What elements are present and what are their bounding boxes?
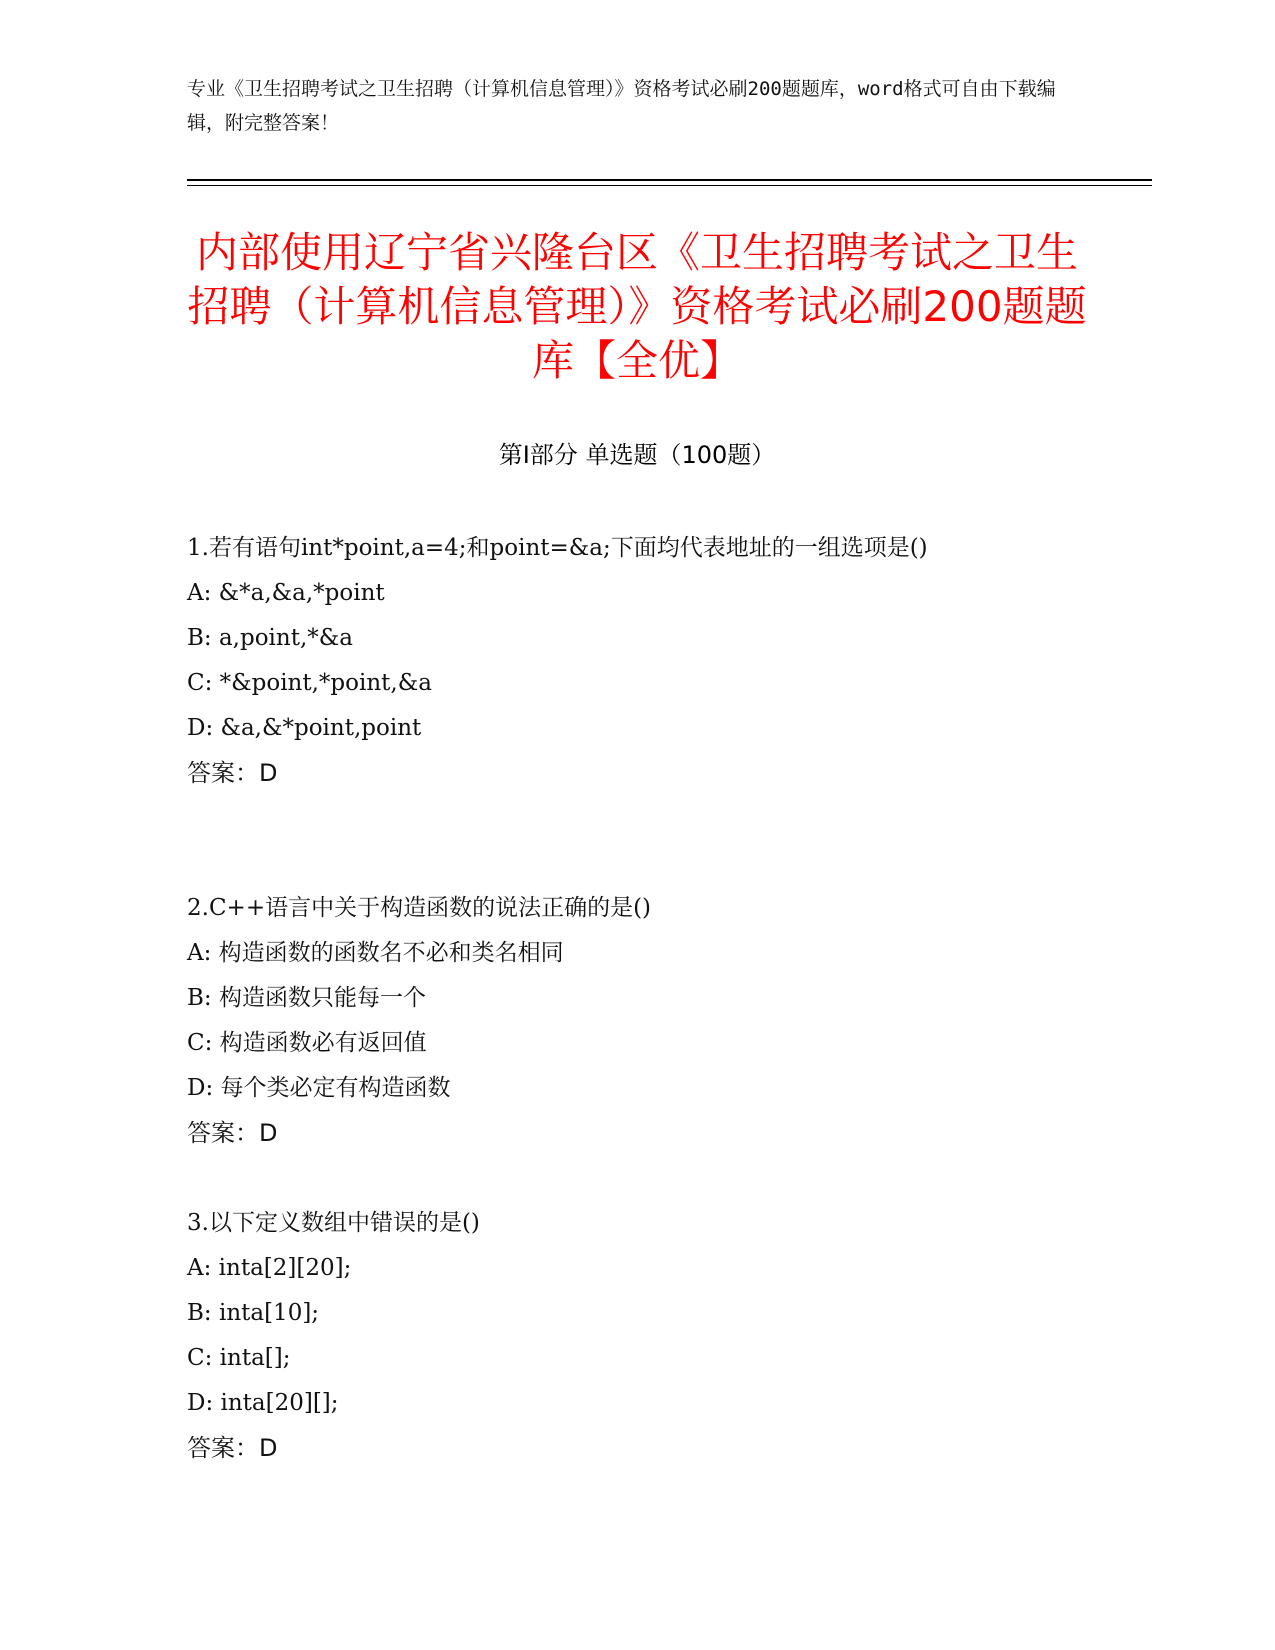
answer: 答案：D [187,1434,278,1462]
option-c: C: *&point,*point,&a [187,670,432,696]
header-rule-thin [187,185,1152,186]
header-note: 专业《卫生招聘考试之卫生招聘（计算机信息管理）》资格考试必刷200题题库，word格式可自由下载编辑，附完整答案！ [187,78,1056,134]
option-b: B: inta[10]; [187,1300,320,1326]
option-a: A: 构造函数的函数名不必和类名相同 [187,940,564,966]
question-stem: 1.若有语句int*point,a=4;和point=&a;下面均代表地址的一组选项是() [187,535,928,561]
option-b: B: a,point,*&a [187,625,353,651]
question-3 [187,1201,1067,1471]
question-stem: 2.C++语言中关于构造函数的说法正确的是() [187,895,652,921]
option-a: A: &*a,&a,*point [187,580,385,606]
option-d: D: inta[20][]; [187,1390,339,1416]
header-rule-thick [187,179,1152,181]
question-1 [187,526,1067,796]
option-c: C: 构造函数必有返回值 [187,1030,427,1056]
option-d: D: &a,&*point,point [187,715,422,741]
question-stem: 3.以下定义数组中错误的是() [187,1210,480,1236]
answer: 答案：D [187,1119,278,1147]
document-title: 内部使用辽宁省兴隆台区《卫生招聘考试之卫生招聘（计算机信息管理）》资格考试必刷200题题库【全优】 [187,228,1087,385]
option-d: D: 每个类必定有构造函数 [187,1075,451,1101]
section-title: 第Ⅰ部分 单选题（100题） [498,441,776,469]
option-c: C: inta[]; [187,1345,291,1371]
answer: 答案：D [187,759,278,787]
option-a: A: inta[2][20]; [187,1255,352,1281]
question-2 [187,886,1067,1156]
option-b: B: 构造函数只能每一个 [187,985,426,1011]
